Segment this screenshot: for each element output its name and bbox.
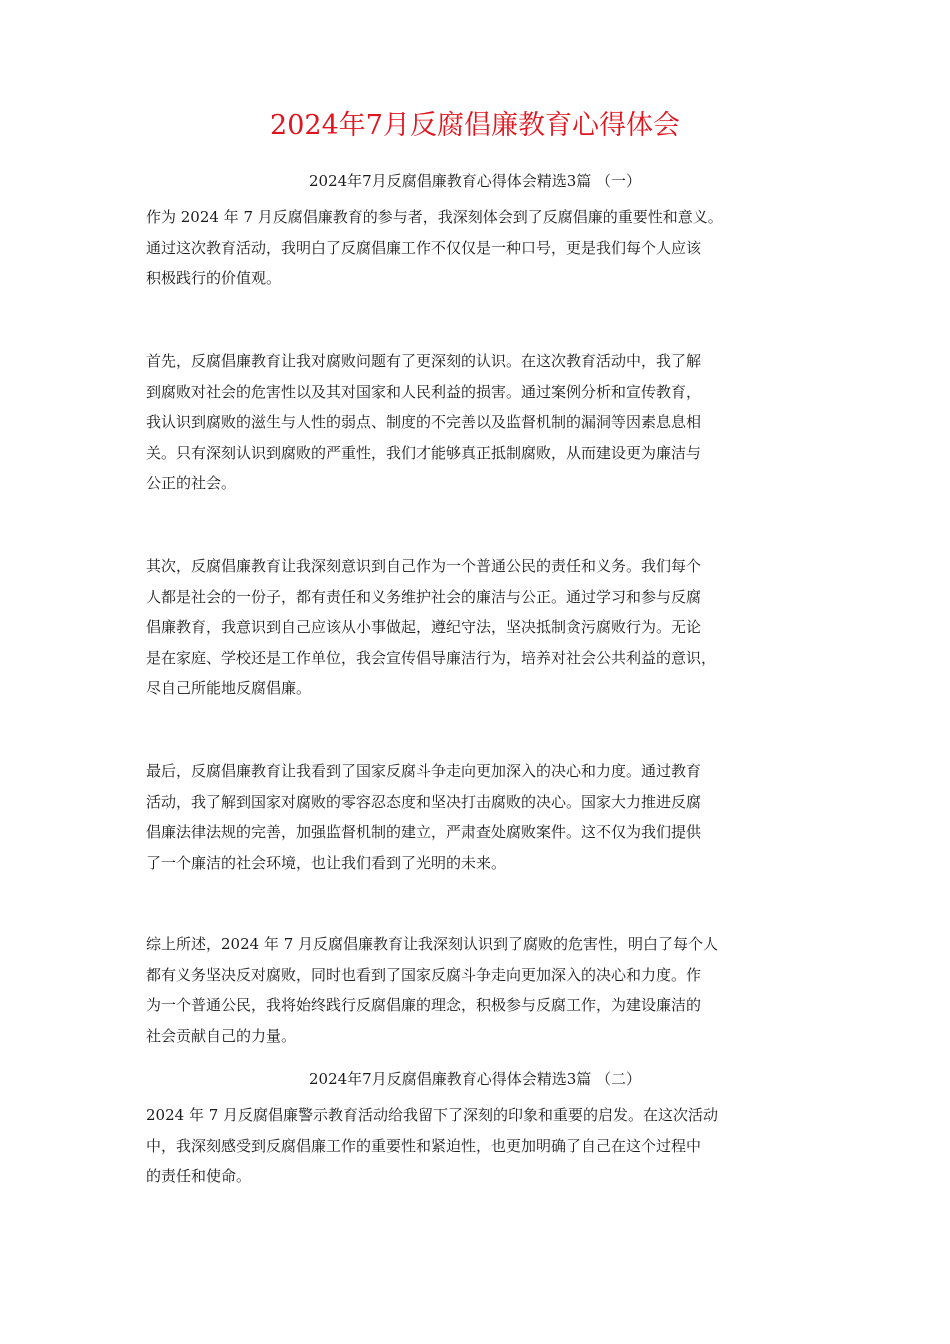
paragraph-line: 尽自己所能地反腐倡廉。: [146, 679, 312, 698]
paragraph-line: 公正的社会。: [146, 474, 237, 493]
paragraph: [146, 929, 816, 1051]
paragraph-line: 关。只有深刻认识到腐败的严重性，我们才能够真正抵制腐败，从而建设更为廉洁与: [146, 443, 702, 462]
paragraph-line: 人都是社会的一份子，都有责任和义务维护社会的廉洁与公正。通过学习和参与反腐: [146, 587, 702, 606]
paragraph-line: 首先，反腐倡廉教育让我对腐败问题有了更深刻的认识。在这次教育活动中，我了解: [146, 352, 702, 370]
paragraph-line: 的责任和使命。: [146, 1167, 252, 1186]
paragraph-line: 综上所述，2024 年 7 月反腐倡廉教育让我深刻认识到了腐败的危害性，明白了每个人: [146, 935, 719, 953]
paragraph: [146, 1100, 816, 1192]
paragraph-line: 社会贡献自己的力量。: [146, 1026, 297, 1045]
paragraph: [146, 202, 816, 294]
paragraph: [146, 346, 816, 499]
paragraph-line: 到腐败对社会的危害性以及其对国家和人民利益的损害。通过案例分析和宣传教育，: [146, 382, 702, 401]
paragraph-line: 为一个普通公民，我将始终践行反腐倡廉的理念，积极参与反腐工作，为建设廉洁的: [146, 996, 702, 1015]
paragraph-line: 了一个廉洁的社会环境，也让我们看到了光明的未来。: [146, 853, 507, 872]
paragraph: [146, 756, 816, 878]
paragraph-line: 通过这次教育活动，我明白了反腐倡廉工作不仅仅是一种口号，更是我们每个人应该: [146, 238, 702, 257]
paragraph-line: 最后，反腐倡廉教育让我看到了国家反腐斗争走向更加深入的决心和力度。通过教育: [146, 762, 702, 780]
section-heading-2: 2024年7月反腐倡廉教育心得体会精选3篇 （二）: [308, 1070, 642, 1088]
document-title: 2024年7月反腐倡廉教育心得体会: [270, 110, 680, 141]
paragraph-line: 都有义务坚决反对腐败，同时也看到了国家反腐斗争走向更加深入的决心和力度。作: [146, 965, 702, 984]
paragraph-line: 其次，反腐倡廉教育让我深刻意识到自己作为一个普通公民的责任和义务。我们每个: [146, 557, 702, 575]
paragraph-line: 我认识到腐败的滋生与人性的弱点、制度的不完善以及监督机制的漏洞等因素息息相: [146, 413, 702, 432]
paragraph-line: 作为 2024 年 7 月反腐倡廉教育的参与者，我深刻体会到了反腐倡廉的重要性和意义。: [146, 208, 723, 226]
paragraph-line: 中，我深刻感受到反腐倡廉工作的重要性和紧迫性，也更加明确了自己在这个过程中: [146, 1136, 702, 1155]
paragraph-line: 是在家庭、学校还是工作单位，我会宣传倡导廉洁行为，培养对社会公共利益的意识，: [146, 648, 717, 667]
paragraph-line: 积极践行的价值观。: [146, 269, 282, 288]
paragraph-line: 倡廉教育，我意识到自己应该从小事做起，遵纪守法，坚决抵制贪污腐败行为。无论: [146, 618, 702, 637]
paragraph-line: 活动，我了解到国家对腐败的零容忍态度和坚决打击腐败的决心。国家大力推进反腐: [146, 792, 702, 811]
section-heading-1: 2024年7月反腐倡廉教育心得体会精选3篇 （一）: [308, 172, 642, 190]
paragraph-line: 2024 年 7 月反腐倡廉警示教育活动给我留下了深刻的印象和重要的启发。在这次活动: [146, 1106, 719, 1124]
paragraph-line: 倡廉法律法规的完善，加强监督机制的建立，严肃查处腐败案件。这不仅为我们提供: [146, 823, 702, 842]
paragraph: [146, 551, 816, 704]
